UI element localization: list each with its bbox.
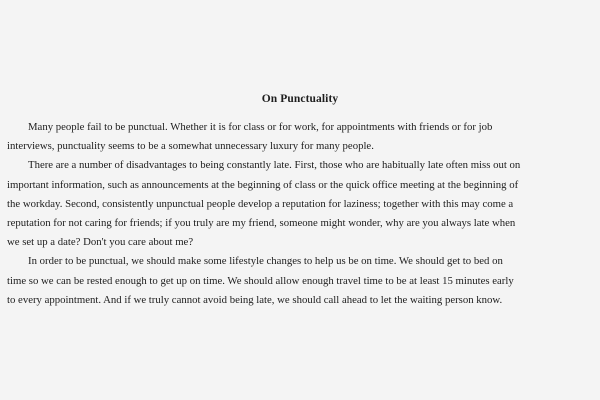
document-body	[7, 118, 593, 310]
text-line: the workday. Second, consistently unpunctual people develop a reputation for laziness; together with this may come a	[7, 197, 514, 210]
text-line: There are a number of disadvantages to being constantly late. First, those who are habitually late often miss out on	[28, 159, 521, 172]
paragraph-2	[7, 156, 593, 252]
paragraph-3	[7, 252, 593, 310]
document-title: On Punctuality	[261, 93, 339, 105]
text-line: reputation for not caring for friends; if you truly are my friend, someone might wonder, why are you always late when	[7, 217, 516, 230]
paragraph-1	[7, 118, 593, 156]
text-line: Many people fail to be punctual. Whether it is for class or for work, for appointments with friends or for job	[28, 121, 493, 133]
text-line: interviews, punctuality seems to be a somewhat unnecessary luxury for many people.	[7, 140, 374, 153]
text-line: important information, such as announcements at the beginning of class or the quick office meeting at the beginning of	[7, 178, 519, 191]
text-line: to every appointment. And if we truly cannot avoid being late, we should call ahead to let the waiting person know.	[7, 293, 503, 306]
text-line: time so we can be rested enough to get up on time. We should allow enough travel time to be at least 15 minutes early	[7, 274, 514, 287]
text-line: In order to be punctual, we should make some lifestyle changes to help us be on time. We should get to bed on	[28, 255, 503, 268]
text-line: we set up a date? Don't you care about me?	[7, 236, 194, 249]
